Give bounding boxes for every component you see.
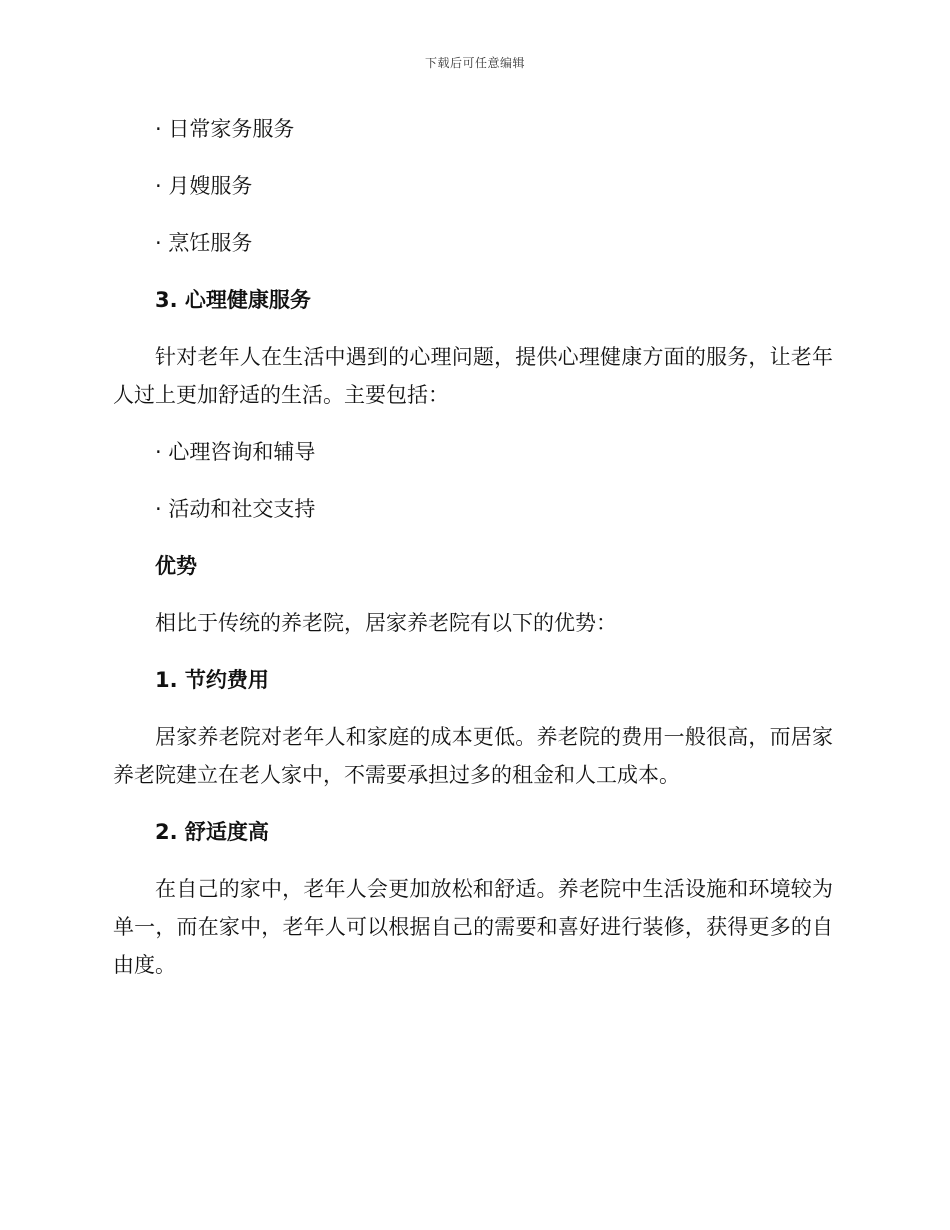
bullet-item-housework: · 日常家务服务 (155, 117, 295, 141)
document-body (113, 110, 833, 1003)
page-header: 下载后可任意编辑 (424, 56, 525, 70)
paragraph-mental-health: 针对老年人在生活中遇到的心理问题，提供心理健康方面的服务，让老年人过上更加舒适的生活。主要包括： (113, 345, 833, 407)
paragraph-comfort: 在自己的家中，老年人会更加放松和舒适。养老院中生活设施和环境较为单一，而在家中，老年人可以根据自己的需要和喜好进行装修，获得更多的自由度。 (113, 877, 833, 977)
bullet-item-cooking: · 烹饪服务 (155, 231, 253, 255)
bullet-item-counseling: · 心理咨询和辅导 (155, 440, 316, 464)
bullet-item-maternity: · 月嫂服务 (155, 174, 253, 198)
paragraph-save-cost: 居家养老院对老年人和家庭的成本更低。养老院的费用一般很高，而居家养老院建立在老人家中，不需要承担过多的租金和人工成本。 (113, 725, 833, 787)
bullet-item-social-support: · 活动和社交支持 (155, 497, 316, 521)
section-heading-comfort: 2. 舒适度高 (155, 820, 269, 844)
paragraph-advantages-intro: 相比于传统的养老院，居家养老院有以下的优势： (155, 611, 617, 635)
section-heading-advantages: 优势 (155, 554, 197, 578)
section-heading-save-cost: 1. 节约费用 (155, 668, 269, 692)
section-heading-mental-health: 3. 心理健康服务 (155, 288, 311, 312)
